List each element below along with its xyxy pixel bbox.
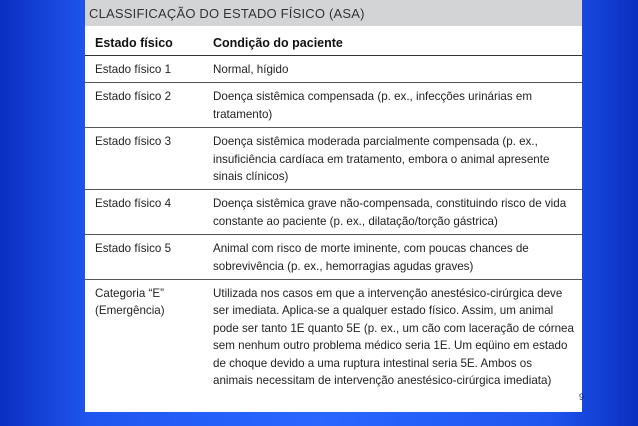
row-condition: Doença sistêmica moderada parcialmente compensada (p. ex., insuficiência cardíaca em tratamento, embora o animal apresente sinais clínicos) [213,135,550,184]
row-condition: Doença sistêmica grave não-compensada, constituindo risco de vida constante ao paciente (p. ex., dilatação/torção gástrica) [213,197,567,228]
row-state: Estado físico 4 [95,197,172,211]
table-row [85,83,582,128]
table-row [85,56,582,83]
row-state: Estado físico 1 [95,63,172,76]
row-condition: Utilizada nos casos em que a intervenção anestésico-cirúrgica deve ser imediata. Aplica-se a qualquer estado físico. Assim, um animal pode ser tanto 1E quanto 5E (p. ex., um cão com laceração de córnea sem nenhum outro problema médico seria 1E. Um eqüino em estado de choque devido a uma ruptura intestinal seria 5E. Ambos os animais necessitam de intervenção anestésico-cirúrgica imediata) [213,287,574,388]
table-title: CLASSIFICAÇÃO DO ESTADO FÍSICO (ASA) [85,0,582,26]
table-row [85,235,582,280]
row-state: Estado físico 5 [95,242,172,256]
table-row [85,190,582,235]
header-state: Estado físico [95,36,173,50]
row-state: Categoria “E” (Emergência) [95,287,165,318]
row-condition: Normal, hígido [213,63,289,76]
row-condition: Animal com risco de morte iminente, com poucas chances de sobrevivência (p. ex., hemorragias agudas graves) [213,242,529,273]
table-sheet [85,0,585,412]
row-condition: Doença sistêmica compensada (p. ex., infecções urinárias em tratamento) [213,90,532,121]
table-row [85,128,582,190]
table-body [85,56,582,394]
table-header [85,26,582,56]
row-state: Estado físico 3 [95,135,172,149]
page-number: 9 [579,392,585,402]
header-condition: Condição do paciente [213,36,343,50]
table-row [85,280,582,393]
row-state: Estado físico 2 [95,90,172,104]
